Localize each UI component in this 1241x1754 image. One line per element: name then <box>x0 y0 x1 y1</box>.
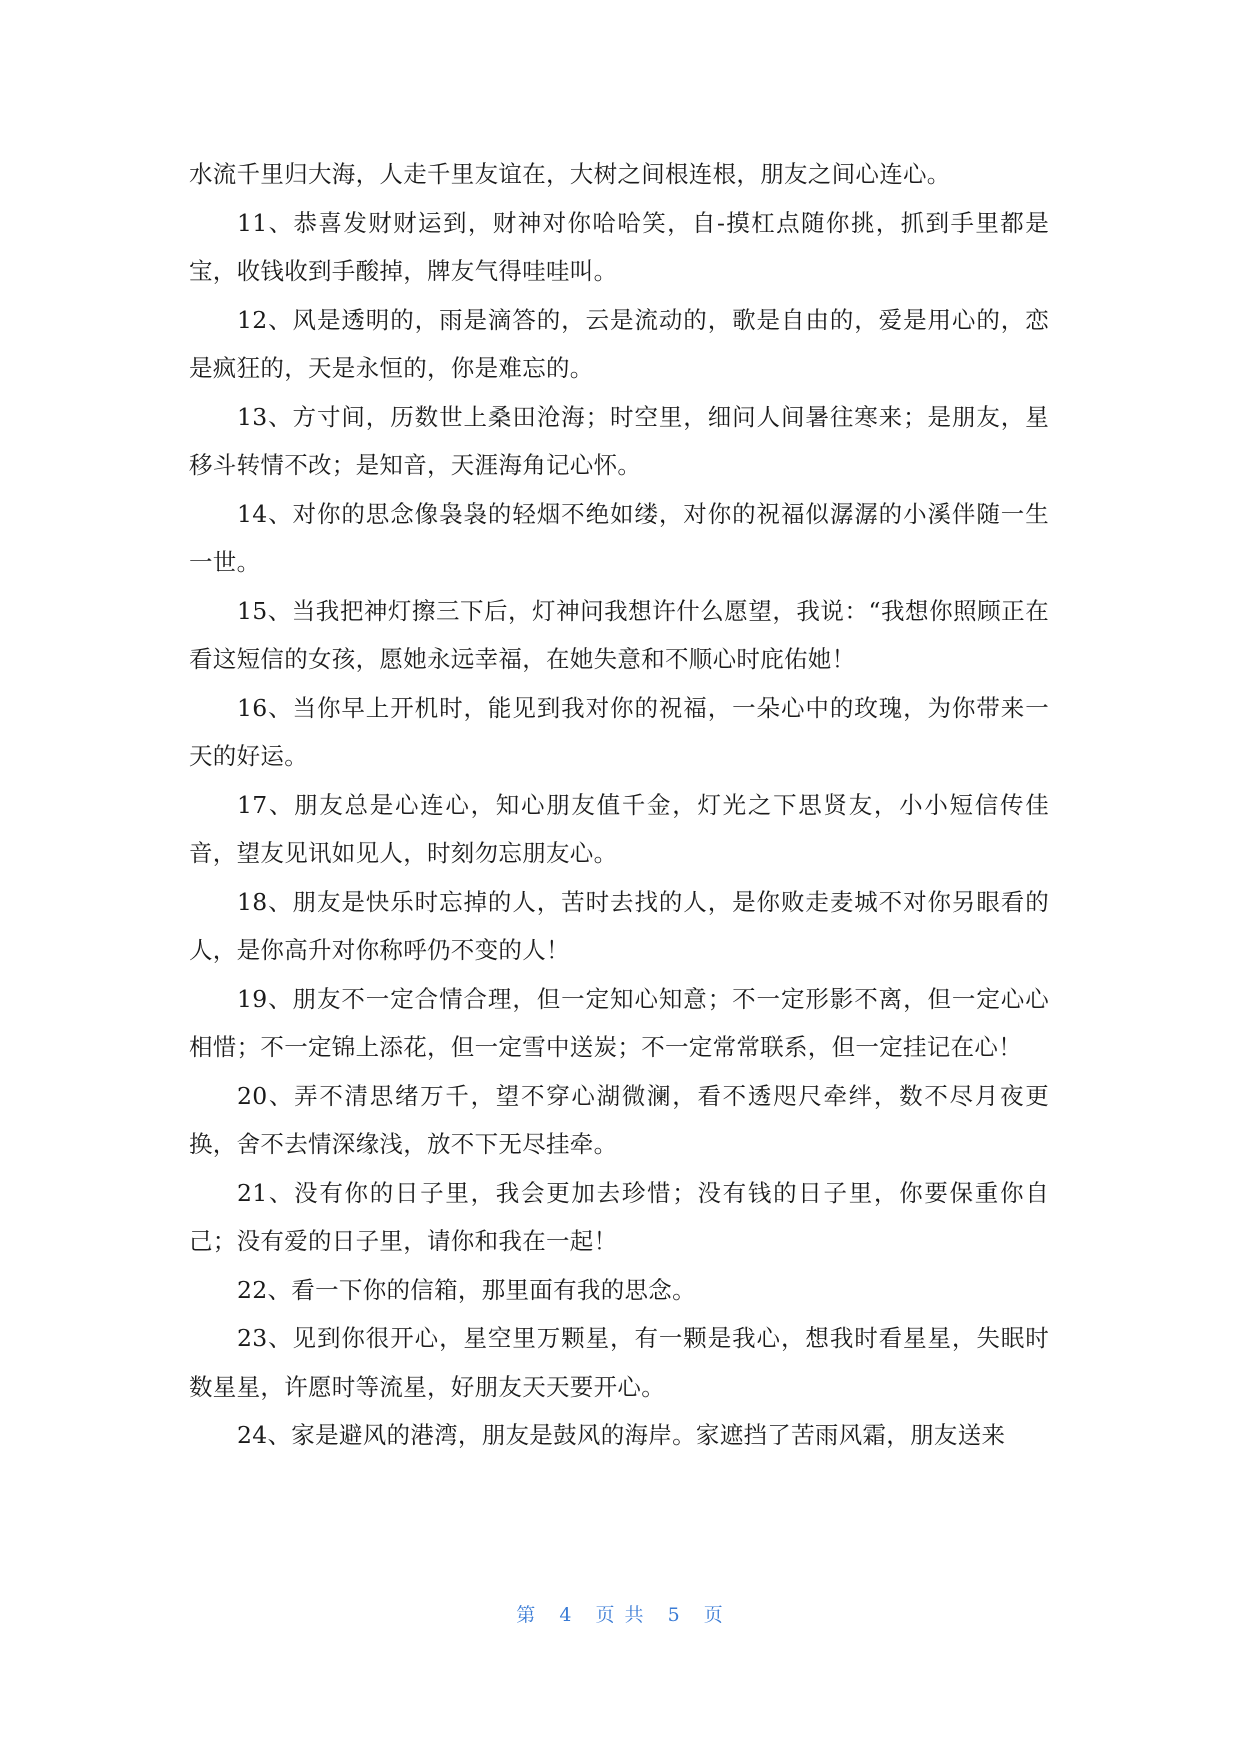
paragraph: 16、当你早上开机时，能见到我对你的祝福，一朵心中的玫瑰，为你带来一天的好运。 <box>189 693 1049 770</box>
footer-prefix: 第 <box>516 1604 538 1626</box>
paragraph: 13、方寸间，历数世上桑田沧海；时空里，细问人间暑往寒来；是朋友，星移斗转情不改；是知音，天涯海角记心怀。 <box>189 402 1049 479</box>
paragraph: 18、朋友是快乐时忘掉的人，苦时去找的人，是你败走麦城不对你另眼看的人，是你高升对你称呼仍不变的人！ <box>189 887 1049 964</box>
paragraph: 22、看一下你的信箱，那里面有我的思念。 <box>237 1275 696 1304</box>
paragraph: 19、朋友不一定合情合理，但一定知心知意；不一定形影不离，但一定心心相惜；不一定锦上添花，但一定雪中送炭；不一定常常联系，但一定挂记在心！ <box>189 984 1049 1061</box>
paragraph: 21、没有你的日子里，我会更加去珍惜；没有钱的日子里，你要保重你自己；没有爱的日子里，请你和我在一起！ <box>189 1178 1049 1255</box>
paragraph: 11、恭喜发财财运到，财神对你哈哈笑，自-摸杠点随你挑，抓到手里都是宝，收钱收到手酸掉，牌友气得哇哇叫。 <box>189 208 1049 285</box>
paragraph: 17、朋友总是心连心，知心朋友值千金，灯光之下思贤友，小小短信传佳音，望友见讯如见人，时刻勿忘朋友心。 <box>189 790 1049 867</box>
page-footer <box>0 1600 1241 1627</box>
paragraph: 12、风是透明的，雨是滴答的，云是流动的，歌是自由的，爱是用心的，恋是疯狂的，天是永恒的，你是难忘的。 <box>189 305 1049 382</box>
footer-middle: 页 共 <box>595 1604 646 1626</box>
paragraph: 15、当我把神灯擦三下后，灯神问我想许什么愿望，我说：“我想你照顾正在看这短信的女孩，愿她永远幸福，在她失意和不顺心时庇佑她！ <box>189 596 1049 673</box>
document-body <box>189 150 1049 1460</box>
paragraph: 24、家是避风的港湾，朋友是鼓风的海岸。家遮挡了苦雨风霜，朋友送来 <box>237 1421 1006 1449</box>
paragraph: 23、见到你很开心，星空里万颗星，有一颗是我心，想我时看星星，失眠时数星星，许愿时等流星，好朋友天天要开心。 <box>189 1324 1049 1401</box>
paragraph: 20、弄不清思绪万千，望不穿心湖微澜，看不透咫尺牵绊，数不尽月夜更换，舍不去情深缘浅，放不下无尽挂牵。 <box>189 1081 1049 1158</box>
footer-suffix: 页 <box>703 1604 725 1626</box>
current-page-number: 4 <box>559 1604 574 1626</box>
total-pages-number: 5 <box>667 1604 682 1626</box>
paragraph: 水流千里归大海，人走千里友谊在，大树之间根连根，朋友之间心连心。 <box>189 160 951 188</box>
paragraph: 14、对你的思念像袅袅的轻烟不绝如缕，对你的祝福似潺潺的小溪伴随一生一世。 <box>189 499 1049 576</box>
